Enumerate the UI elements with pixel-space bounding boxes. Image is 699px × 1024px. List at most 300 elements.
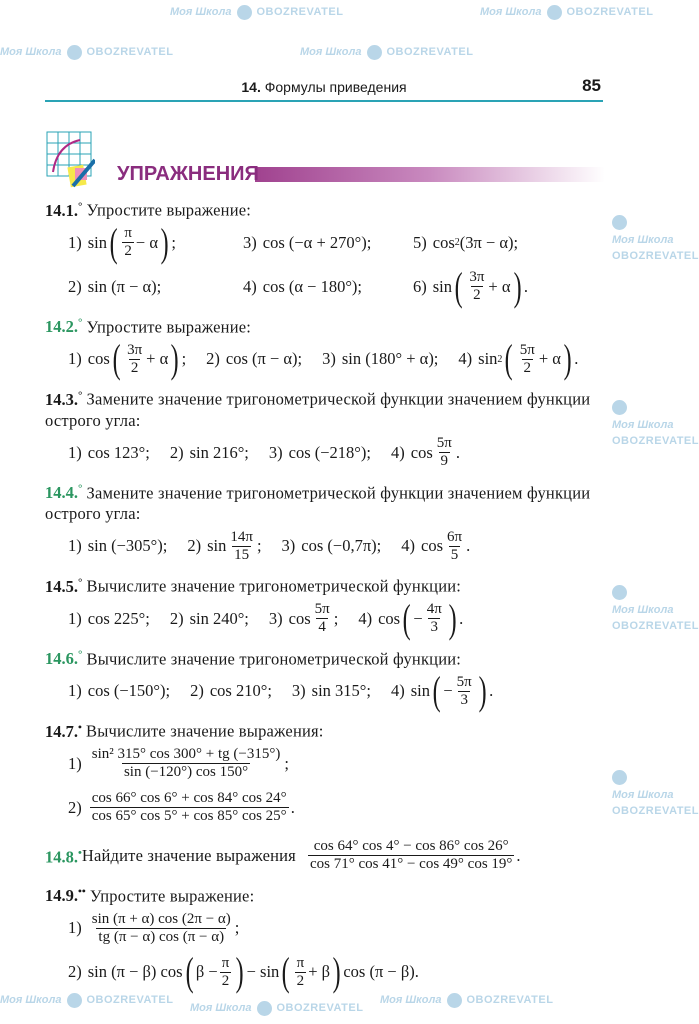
watermark [612,770,699,819]
exercise-instruction: Вычислите значение выражения: [85,721,324,741]
numerator [445,529,464,546]
parenthesized [107,219,171,265]
math-text: tg (π − α) cos (π − α) [98,928,225,945]
exercise-row [45,786,605,830]
watermark-brand: Моя Школа [0,46,62,58]
math-text: π [221,954,230,971]
math-text: − α [135,232,158,252]
numerator [122,225,134,242]
math-text: . [455,442,460,462]
math-text: 2 [523,359,532,376]
exercise-heading [45,834,605,878]
item-label: 2) [190,681,204,700]
difficulty-mark: ° [78,482,83,495]
exercise-row [45,221,605,265]
denominator [439,452,451,470]
denominator [522,359,534,377]
watermark-brand: OBOZREVATEL [256,6,344,18]
watermark-brand: OBOZREVATEL [276,1002,364,1014]
math-text: − [413,608,423,628]
exercise-heading [45,385,605,431]
numerator [90,911,233,928]
parenthesized [430,668,489,713]
math-text: sin [87,232,108,252]
exercise-item [322,349,438,369]
exercise-item [68,336,187,381]
math-text: cos [410,442,433,462]
watermark [170,4,343,20]
exercise-number: 14.4.° [45,482,83,502]
math-text: 5π [456,673,472,690]
item-label: 4) [391,681,405,700]
math-text: 5 [450,546,459,563]
math-text: sin (π + α) cos (2π − α) [91,910,231,927]
exercise-instruction: Вычислите значение тригонометрической функции: [86,649,462,668]
math-text: 4π [426,601,442,617]
exercise-item [68,949,419,994]
watermark-brand: Моя Школа [612,234,674,246]
math-text: sin² 315° cos 300° + tg (−315°) [91,746,281,762]
page-number: 85 [582,76,601,95]
fraction [125,342,144,377]
exercise-number: 14.9.•• [45,885,86,905]
math-text: cos (−218°); [288,442,371,462]
denominator [232,546,251,564]
watermark [612,215,699,264]
exercise-heading [45,572,605,597]
exercise-item [243,233,413,253]
math-text: . [290,797,295,817]
right-paren: ) [160,219,169,265]
numerator [90,746,283,763]
watermark-logo-icon [612,215,627,230]
fraction [425,601,444,636]
left-paren: ( [185,949,194,994]
watermark-brand: Моя Школа [380,994,442,1006]
exercise-item [170,609,249,629]
exercise-item [391,668,494,713]
item-label: 4) [458,349,473,368]
denominator [122,763,250,781]
math-text: 2 [130,359,139,376]
left-paren: ( [402,595,411,641]
exercise-item [187,529,261,564]
math-text: sin (π − β) cos [87,962,183,981]
exercise-item [68,277,243,297]
fraction [467,269,486,304]
exercise-row [45,742,605,786]
math-text: cos [432,232,455,252]
item-label: 4) [391,442,405,462]
math-text: sin (π − α); [87,276,162,296]
math-text: sin 240°; [189,608,249,628]
math-text: ; [171,232,176,252]
watermark-brand: OBOZREVATEL [86,46,174,58]
exercise-item [269,443,371,463]
exercise [45,479,605,569]
math-text: + β [308,962,331,981]
math-text: ; [234,918,240,937]
numerator [295,955,307,972]
watermark [612,585,699,634]
exercise-instruction: Упростите выражение: [86,317,252,336]
math-text: cos (−α + 270°); [262,232,372,252]
denominator [295,972,307,990]
exercise [45,834,605,878]
item-label: 1) [68,681,82,700]
math-text: cos 66° cos 6° + cos 84° cos 24° [91,790,287,806]
item-label: 4) [243,276,257,296]
exercise [45,313,605,382]
math-text: cos 64° cos 4° − cos 86° cos 26° [313,838,509,854]
exercise-row [45,337,605,381]
watermark-brand: Моя Школа [612,604,674,616]
item-label: 5) [413,232,427,252]
left-paren: ( [505,336,514,381]
math-text: sin [207,536,227,555]
numerator [467,269,486,286]
item-label: 2) [169,442,184,462]
math-text: 3 [460,691,468,708]
item-label: 6) [413,276,427,296]
exercise-item [292,681,371,701]
watermark-logo-icon [547,5,562,20]
math-text: sin [478,349,498,368]
exercise [45,385,605,475]
exercise-instruction: Упростите выражение: [89,886,255,905]
exercise [45,572,605,641]
banner-bar [255,167,605,182]
watermark-logo-icon [67,45,82,60]
watermark-brand: Моя Школа [190,1002,252,1014]
exercises-heading: УПРАЖНЕНИЯ [117,163,259,185]
math-text: 2 [296,972,305,989]
denominator [308,855,514,873]
math-text: cos (π − β). [343,962,419,981]
watermark-logo-icon [612,770,627,785]
fraction [90,746,283,781]
denominator [428,618,440,636]
math-text: . [516,846,521,865]
right-paren: ) [170,336,179,381]
exercise-row [45,906,605,950]
math-text: sin 216°; [189,442,249,462]
math-text: sin (−120°) cos 150° [123,764,249,780]
fraction [90,790,289,825]
item-label: 3) [268,442,283,462]
numerator [455,674,474,691]
math-text: cos [288,608,311,628]
watermark-brand: OBOZREVATEL [86,994,174,1006]
math-text: 3π [127,341,143,358]
exercise-row [45,669,605,713]
math-text: ; [333,608,339,628]
denominator [458,691,470,709]
left-paren: ( [109,219,118,265]
exercise-item [243,277,413,297]
difficulty-mark: ° [78,576,83,588]
item-label: 1) [68,349,82,368]
exercise-row [45,524,605,568]
math-text: cos [378,608,401,628]
page-header [45,76,603,102]
exercise-item [68,746,289,781]
item-label: 2) [206,349,220,368]
fraction [313,601,332,636]
watermark [300,44,473,60]
fraction [295,955,307,990]
exercise-item [269,601,338,636]
left-paren: ( [432,668,441,713]
math-text: 5π [436,435,452,451]
watermark-brand: Моя Школа [0,994,62,1006]
math-text: ; [256,536,262,555]
difficulty-mark: • [78,721,82,733]
difficulty-mark: ° [78,389,83,401]
exercise-number: 14.2.° [45,316,83,336]
math-text: − sin [246,962,280,981]
item-label: 3) [322,349,336,368]
math-text: 2 [221,972,230,989]
exercise-number: 14.6.° [45,648,83,668]
watermark-brand: Моя Школа [170,6,232,18]
item-label: 3) [268,608,283,628]
math-text: cos (−0,7π); [301,536,382,555]
chapter-title-text: Формулы приведения [264,79,407,95]
exercise-heading [45,313,605,338]
numerator [220,955,232,972]
fraction [518,342,537,377]
denominator [122,242,134,260]
superscript: 2 [497,353,503,365]
numerator [125,342,144,359]
parenthesized [279,949,343,994]
difficulty-mark: ° [78,316,83,329]
math-text: ; [284,753,289,773]
math-text: sin 315°; [311,681,371,700]
numerator [425,601,444,618]
watermark-brand: Моя Школа [480,6,542,18]
parenthesized [110,336,182,381]
exercise-number: 14.1.° [45,200,83,220]
exercise-number: 14.5.° [45,576,83,596]
difficulty-mark: • [78,847,82,860]
fraction [122,225,134,260]
item-label: 1) [68,608,82,628]
math-text: cos 123°; [87,442,150,462]
watermark [612,400,699,449]
parenthesized [400,595,459,641]
math-text: sin [432,276,453,296]
fraction [228,529,255,564]
watermark-brand: OBOZREVATEL [466,994,554,1006]
math-text: + α [146,349,169,368]
exercise-item [413,233,583,253]
math-text: cos 210°; [209,681,272,700]
item-label: 1) [68,232,82,252]
exercise-item [282,536,382,556]
math-text: cos 71° cos 41° − cos 49° cos 19° [309,856,513,872]
right-paren: ) [513,263,522,309]
exercise-item [68,681,170,701]
item-label: 2) [68,797,82,817]
fraction [90,911,233,946]
difficulty-mark: ° [78,200,83,212]
exercise-instruction: Замените значение тригонометрической функции значением функции острого угла: [45,483,591,523]
math-text: cos 65° cos 5° + cos 85° cos 25° [91,808,287,824]
watermark-brand: OBOZREVATEL [566,6,654,18]
item-label: 1) [68,918,82,937]
exercise-item [68,609,150,629]
chapter-number: 14. [241,79,261,95]
exercise-heading [45,882,605,907]
watermark-brand: Моя Школа [300,46,362,58]
exercise-item [68,911,239,946]
parenthesized [183,949,247,994]
math-text: 2 [473,287,481,303]
numerator [228,529,255,546]
denominator [316,618,328,636]
exercise-item [68,443,150,463]
math-text: + α [538,349,561,368]
exercise-instruction: Упростите выражение: [86,200,252,220]
exercise-row [45,950,605,994]
exercise-heading [45,645,605,670]
chapter-title [45,79,603,95]
math-text: sin [410,681,431,700]
exercise [45,717,605,830]
denominator [220,972,232,990]
watermark-logo-icon [612,400,627,415]
exercise-number: 14.8.• [45,847,82,867]
item-label: 1) [68,753,82,773]
denominator [90,807,289,825]
exercise-instruction: Замените значение тригонометрической функции значением функции острого угла: [45,389,591,430]
item-label: 3) [243,232,257,252]
denominator [449,546,461,564]
exercise [45,196,605,309]
item-label: 2) [68,962,82,981]
exercise-number: 14.7.• [45,721,82,741]
math-text: . [523,276,528,296]
exercises-banner [45,130,605,192]
numerator [312,838,511,855]
math-text: . [489,681,494,700]
parenthesized [452,263,524,309]
math-text: 4 [318,619,326,635]
watermark-brand: OBOZREVATEL [612,805,699,817]
superscript: 2 [454,237,460,248]
exercise-expression [306,838,521,873]
watermark-brand: OBOZREVATEL [612,435,699,447]
exercises-icon [45,130,95,190]
exercise-item [190,681,272,701]
watermark [0,44,173,60]
exercise-item [391,435,460,470]
exercise-instruction: Вычислите значение тригонометрической функции: [86,576,462,596]
exercise-row [45,597,605,641]
exercise-item [401,529,470,564]
exercise-row [45,265,605,309]
right-paren: ) [332,949,341,994]
math-text: (3π − α); [459,232,519,252]
denominator [471,286,483,304]
math-text: . [459,608,464,628]
math-text: sin (180° + α); [341,349,439,368]
exercise-item [206,349,302,369]
fraction [445,529,464,564]
math-text: cos 225°; [87,608,150,628]
item-label: 4) [401,536,416,555]
difficulty-mark: ° [78,648,83,661]
math-text: 6π [447,528,463,545]
numerator [90,790,289,807]
math-text: 3π [469,269,485,285]
item-label: 1) [68,536,82,555]
right-paren: ) [563,336,572,381]
watermark [480,4,653,20]
exercise-heading [45,196,605,221]
right-paren: ) [448,595,457,641]
math-text: cos [421,536,444,555]
parenthesized [502,336,574,381]
exercise-item [413,263,583,309]
watermark-logo-icon [367,45,382,60]
item-label: 4) [358,608,373,628]
denominator [129,359,141,377]
math-text: + α [488,276,511,296]
right-paren: ) [235,949,244,994]
math-text: 5π [314,601,330,617]
exercise [45,882,605,995]
difficulty-mark: •• [78,885,86,898]
right-paren: ) [478,668,487,713]
math-text: π [124,225,132,241]
exercise-heading [45,479,605,525]
fraction [435,435,454,470]
math-text: . [466,536,471,555]
math-text: 15 [234,546,250,563]
math-text: cos (α − 180°); [262,276,362,296]
math-text: π [296,954,305,971]
fraction [455,674,474,709]
watermark-brand: OBOZREVATEL [612,250,699,262]
item-label: 3) [281,536,296,555]
watermark-brand: OBOZREVATEL [612,620,699,632]
exercise-item [68,219,243,265]
numerator [313,601,332,618]
math-text: 9 [440,453,449,469]
left-paren: ( [454,263,463,309]
math-text: − [443,681,453,700]
exercise-item [458,336,579,381]
item-label: 3) [291,681,306,700]
item-label: 1) [68,442,82,462]
item-label: 2) [187,536,202,555]
watermark-brand: OBOZREVATEL [386,46,474,58]
watermark-logo-icon [237,5,252,20]
math-text: cos (−150°); [87,681,171,700]
exercise-row [45,431,605,475]
exercise-number: 14.3.° [45,389,83,409]
math-text: 14π [230,528,253,545]
watermark-brand: Моя Школа [612,789,674,801]
watermark [190,1000,363,1016]
exercise-heading [45,717,605,742]
exercises-list [45,196,605,998]
item-label: 2) [169,608,184,628]
item-label: 2) [68,276,82,296]
